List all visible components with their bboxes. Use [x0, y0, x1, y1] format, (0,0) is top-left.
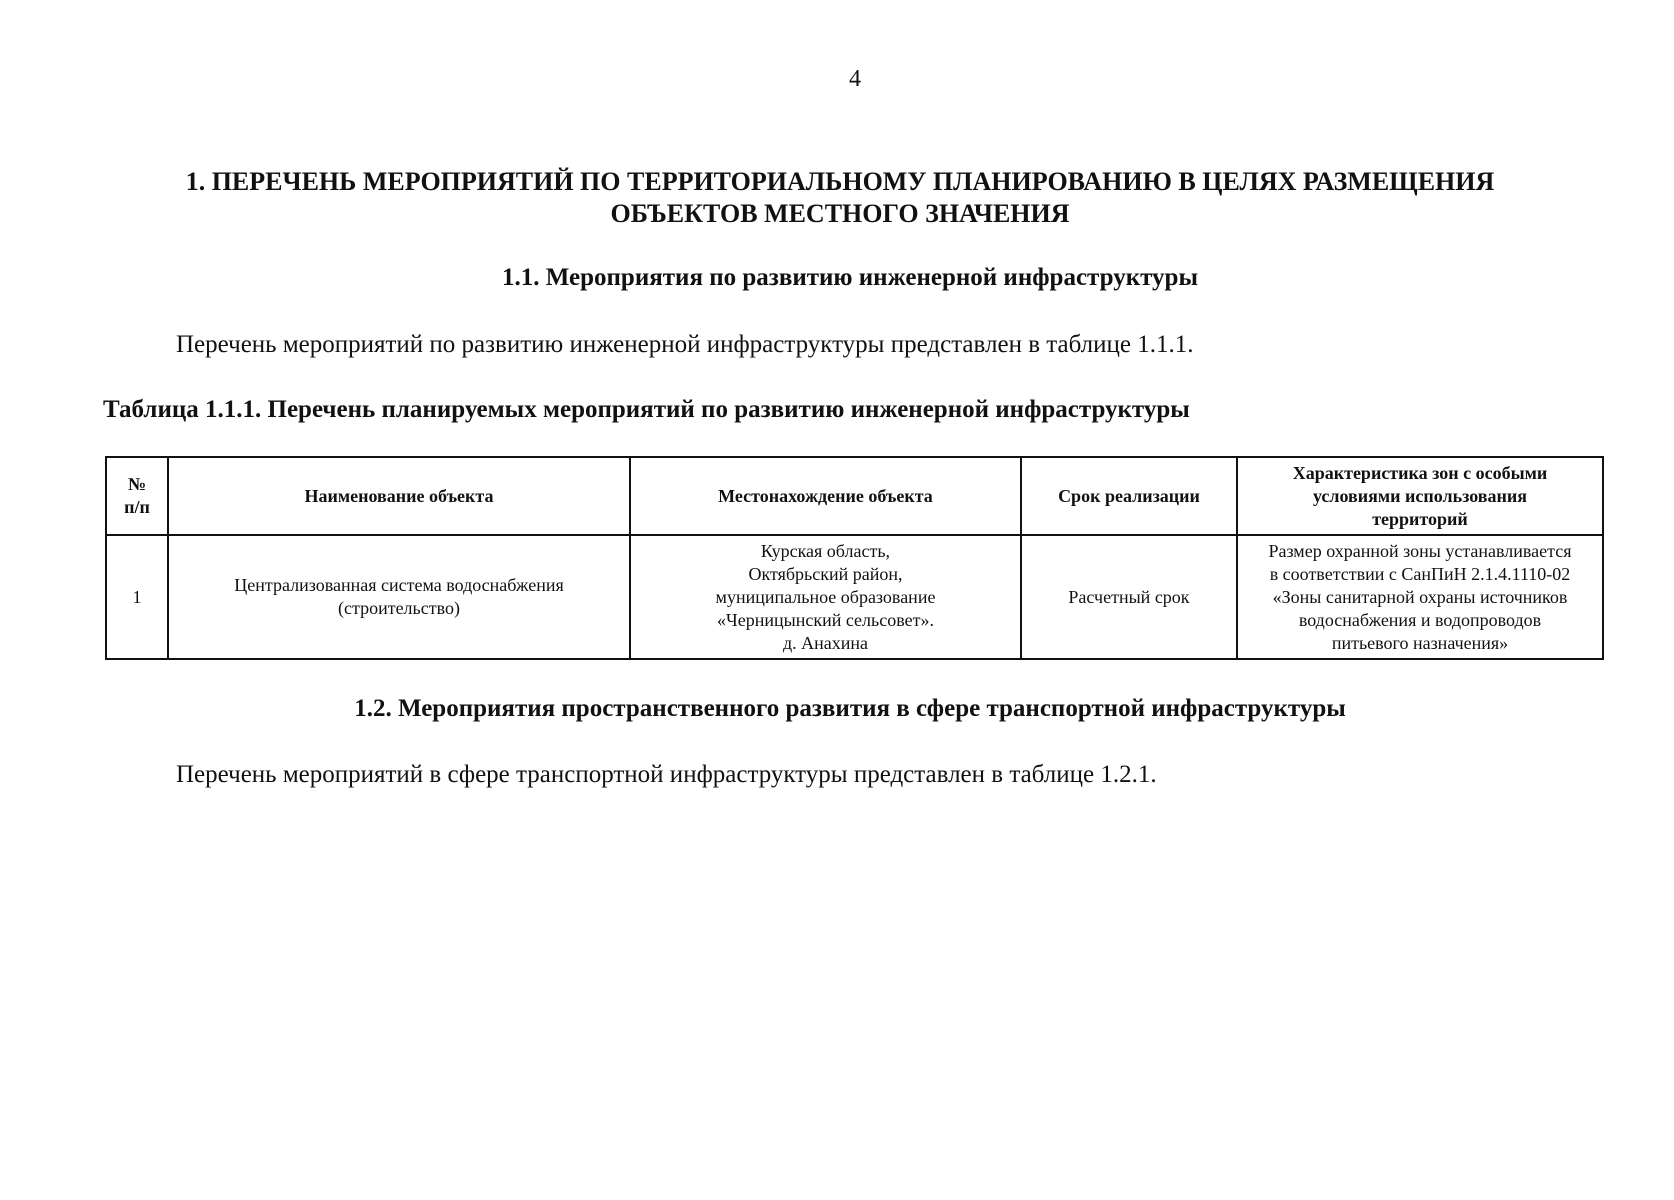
- header-zones-line-1: Характеристика зон с особыми: [1292, 462, 1548, 483]
- section-1-1-heading: 1.1. Мероприятия по развитию инженерной инфраструктуры: [502, 264, 1198, 291]
- table-header-row: [106, 457, 1603, 535]
- cell-num: 1: [106, 535, 168, 659]
- page-number: 4: [849, 66, 861, 92]
- header-term: Срок реализации: [1021, 457, 1237, 535]
- cell-name-line-1: Централизованная система водоснабжения: [234, 575, 564, 595]
- cell-location-line-3: муниципальное образование: [715, 586, 936, 607]
- table-row: [106, 535, 1603, 659]
- cell-location-line-2: Октябрьский район,: [748, 563, 903, 584]
- cell-location: [630, 535, 1021, 659]
- section-1-2-heading: 1.2. Мероприятия пространственного развития в сфере транспортной инфраструктуры: [354, 695, 1346, 722]
- header-location: Местонахождение объекта: [630, 457, 1021, 535]
- header-zones-line-3: территорий: [1372, 508, 1468, 529]
- header-num: [106, 457, 168, 535]
- main-title-line-1: 1. ПЕРЕЧЕНЬ МЕРОПРИЯТИЙ ПО ТЕРРИТОРИАЛЬНОМУ ПЛАНИРОВАНИЮ В ЦЕЛЯХ РАЗМЕЩЕНИЯ: [185, 167, 1495, 196]
- section-1-1-paragraph: Перечень мероприятий по развитию инженерной инфраструктуры представлен в таблице 1.1.1.: [176, 331, 1194, 358]
- main-title-line-2: ОБЪЕКТОВ МЕСТНОГО ЗНАЧЕНИЯ: [610, 199, 1070, 228]
- header-zones-line-2: условиями использования: [1312, 485, 1528, 506]
- cell-zones-line-2: в соответствии с СанПиН 2.1.4.1110-02: [1269, 563, 1571, 584]
- header-name: Наименование объекта: [168, 457, 630, 535]
- cell-location-line-5: д. Анахина: [782, 632, 869, 653]
- header-num-line-2: п/п: [124, 497, 150, 517]
- section-1-2-paragraph: Перечень мероприятий в сфере транспортной инфраструктуры представлен в таблице 1.2.1.: [176, 761, 1157, 788]
- cell-zones-line-5: питьевого назначения»: [1331, 632, 1509, 653]
- main-title: [100, 166, 1580, 230]
- cell-zones-line-4: водоснабжения и водопроводов: [1298, 609, 1542, 630]
- cell-zones: [1237, 535, 1603, 659]
- table-caption: Таблица 1.1.1. Перечень планируемых мероприятий по развитию инженерной инфраструктуры: [103, 396, 1190, 423]
- cell-location-line-4: «Черницынский сельсовет».: [717, 609, 934, 630]
- cell-name: [168, 535, 630, 659]
- cell-zones-line-3: «Зоны санитарной охраны источников: [1272, 586, 1568, 607]
- header-zones: [1237, 457, 1603, 535]
- cell-zones-line-1: Размер охранной зоны устанавливается: [1268, 540, 1572, 561]
- objects-table: [105, 456, 1604, 660]
- cell-term: Расчетный срок: [1021, 535, 1237, 659]
- cell-location-line-1: Курская область,: [760, 540, 891, 561]
- header-num-line-1: №: [127, 474, 147, 494]
- cell-name-line-2: (строительство): [338, 598, 460, 618]
